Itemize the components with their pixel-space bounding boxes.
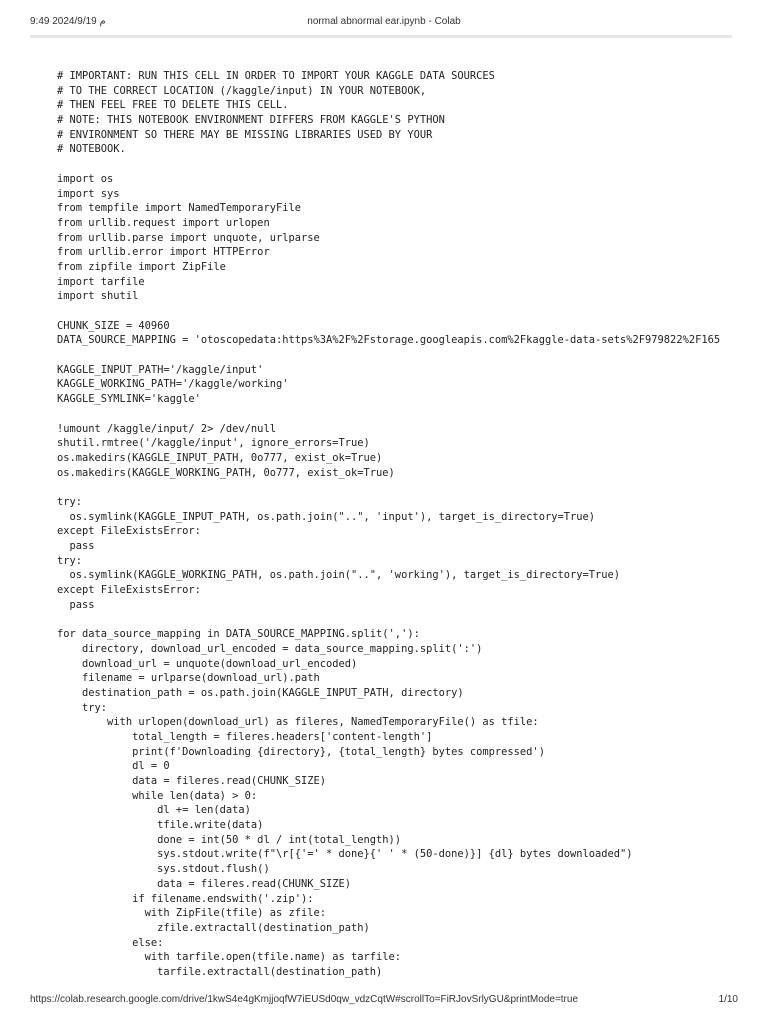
code-line: tarfile.extractall(destination_path) bbox=[57, 965, 383, 978]
code-line: directory, download_url_encoded = data_source_mapping.split(':') bbox=[57, 642, 483, 655]
code-line bbox=[57, 348, 733, 363]
code-line: # NOTE: THIS NOTEBOOK ENVIRONMENT DIFFERS FROM KAGGLE'S PYTHON bbox=[57, 114, 445, 127]
code-line: for data_source_mapping in DATA_SOURCE_MAPPING.split(','): bbox=[57, 628, 420, 641]
code-line: while len(data) > 0: bbox=[57, 789, 258, 802]
code-line: shutil.rmtree('/kaggle/input', ignore_errors=True) bbox=[57, 437, 370, 450]
code-line: DATA_SOURCE_MAPPING = 'otoscopedata:https%3A%2F%2Fstorage.googleapis.com%2Fkaggle-data-sets%2F979822%2F165 bbox=[57, 334, 721, 347]
code-line: except FileExistsError: bbox=[57, 584, 201, 597]
code-line: # TO THE CORRECT LOCATION (/kaggle/input) IN YOUR NOTEBOOK, bbox=[57, 84, 427, 97]
code-line: from urllib.request import urlopen bbox=[57, 216, 270, 229]
code-line: import tarfile bbox=[57, 275, 145, 288]
code-line: with tarfile.open(tfile.name) as tarfile: bbox=[57, 951, 402, 964]
code-line: with urlopen(download_url) as fileres, NamedTemporaryFile() as tfile: bbox=[57, 716, 539, 729]
code-line: os.makedirs(KAGGLE_WORKING_PATH, 0o777, exist_ok=True) bbox=[57, 466, 395, 479]
code-line: # NOTEBOOK. bbox=[57, 143, 126, 156]
code-line bbox=[57, 407, 733, 422]
print-footer bbox=[30, 994, 738, 1010]
code-line: # ENVIRONMENT SO THERE MAY BE MISSING LIBRARIES USED BY YOUR bbox=[57, 128, 433, 141]
code-line: sys.stdout.flush() bbox=[57, 863, 270, 876]
code-line bbox=[57, 157, 733, 172]
code-line: try: bbox=[57, 554, 83, 567]
code-line: done = int(50 * dl / int(total_length)) bbox=[57, 833, 402, 846]
code-line: import os bbox=[57, 172, 114, 185]
code-line: with ZipFile(tfile) as zfile: bbox=[57, 907, 326, 920]
code-line: KAGGLE_WORKING_PATH='/kaggle/working' bbox=[57, 378, 289, 391]
page-url: https://colab.research.google.com/drive/1kwS4e4gKmjjoqfW7iEUSd0qw_vdzCqtW#scrollTo=FiRJovSrlyGU&printMode=true bbox=[30, 994, 579, 1005]
code-line: os.symlink(KAGGLE_WORKING_PATH, os.path.join("..", 'working'), target_is_directory=True) bbox=[57, 569, 621, 582]
code-line: from urllib.error import HTTPError bbox=[57, 246, 270, 259]
code-line: destination_path = os.path.join(KAGGLE_INPUT_PATH, directory) bbox=[57, 686, 464, 699]
code-line: total_length = fileres.headers['content-length'] bbox=[57, 730, 433, 743]
code-line: pass bbox=[57, 540, 95, 552]
code-line bbox=[57, 480, 733, 495]
header-divider bbox=[30, 35, 732, 38]
code-line: !umount /kaggle/input/ 2> /dev/null bbox=[57, 422, 276, 435]
code-cell[interactable] bbox=[57, 69, 733, 987]
code-line: dl = 0 bbox=[57, 760, 170, 773]
code-line: import sys bbox=[57, 187, 120, 200]
code-line: pass bbox=[57, 598, 95, 611]
code-line: try: bbox=[57, 701, 108, 714]
code-line: from zipfile import ZipFile bbox=[57, 260, 226, 273]
code-line: zfile.extractall(destination_path) bbox=[57, 921, 370, 934]
code-line: os.makedirs(KAGGLE_INPUT_PATH, 0o777, exist_ok=True) bbox=[57, 451, 383, 464]
code-line: tfile.write(data) bbox=[57, 819, 264, 832]
code-line: download_url = unquote(download_url_encoded) bbox=[57, 657, 358, 670]
print-datetime: 9:49 2024/9/19 م bbox=[30, 16, 106, 27]
code-line: # IMPORTANT: RUN THIS CELL IN ORDER TO IMPORT YOUR KAGGLE DATA SOURCES bbox=[57, 70, 495, 82]
code-line: filename = urlparse(download_url).path bbox=[57, 672, 320, 685]
code-line: data = fileres.read(CHUNK_SIZE) bbox=[57, 877, 352, 890]
code-line: # THEN FEEL FREE TO DELETE THIS CELL. bbox=[57, 99, 289, 112]
code-line: print(f'Downloading {directory}, {total_length} bytes compressed') bbox=[57, 745, 545, 758]
code-line: KAGGLE_SYMLINK='kaggle' bbox=[57, 393, 201, 406]
code-line: try: bbox=[57, 495, 83, 508]
code-line: import shutil bbox=[57, 290, 139, 303]
code-line: CHUNK_SIZE = 40960 bbox=[57, 319, 170, 332]
print-header bbox=[30, 16, 738, 32]
code-line bbox=[57, 612, 733, 627]
code-line: dl += len(data) bbox=[57, 804, 251, 817]
code-line: except FileExistsError: bbox=[57, 525, 201, 538]
code-line: KAGGLE_INPUT_PATH='/kaggle/input' bbox=[57, 363, 264, 376]
code-line: sys.stdout.write(f"\r[{'=' * done}{' ' * (50-done)}] {dl} bytes downloaded") bbox=[57, 848, 633, 861]
code-line: data = fileres.read(CHUNK_SIZE) bbox=[57, 775, 326, 787]
code-line bbox=[57, 304, 733, 319]
code-line: if filename.endswith('.zip'): bbox=[57, 892, 314, 905]
code-line: else: bbox=[57, 936, 164, 949]
code-line: from tempfile import NamedTemporaryFile bbox=[57, 202, 301, 215]
code-line: from urllib.parse import unquote, urlparse bbox=[57, 231, 320, 244]
page-number: 1/10 bbox=[718, 994, 738, 1005]
document-title: normal abnormal ear.ipynb - Colab bbox=[307, 16, 461, 27]
code-line: os.symlink(KAGGLE_INPUT_PATH, os.path.join("..", 'input'), target_is_directory=True) bbox=[57, 510, 595, 523]
